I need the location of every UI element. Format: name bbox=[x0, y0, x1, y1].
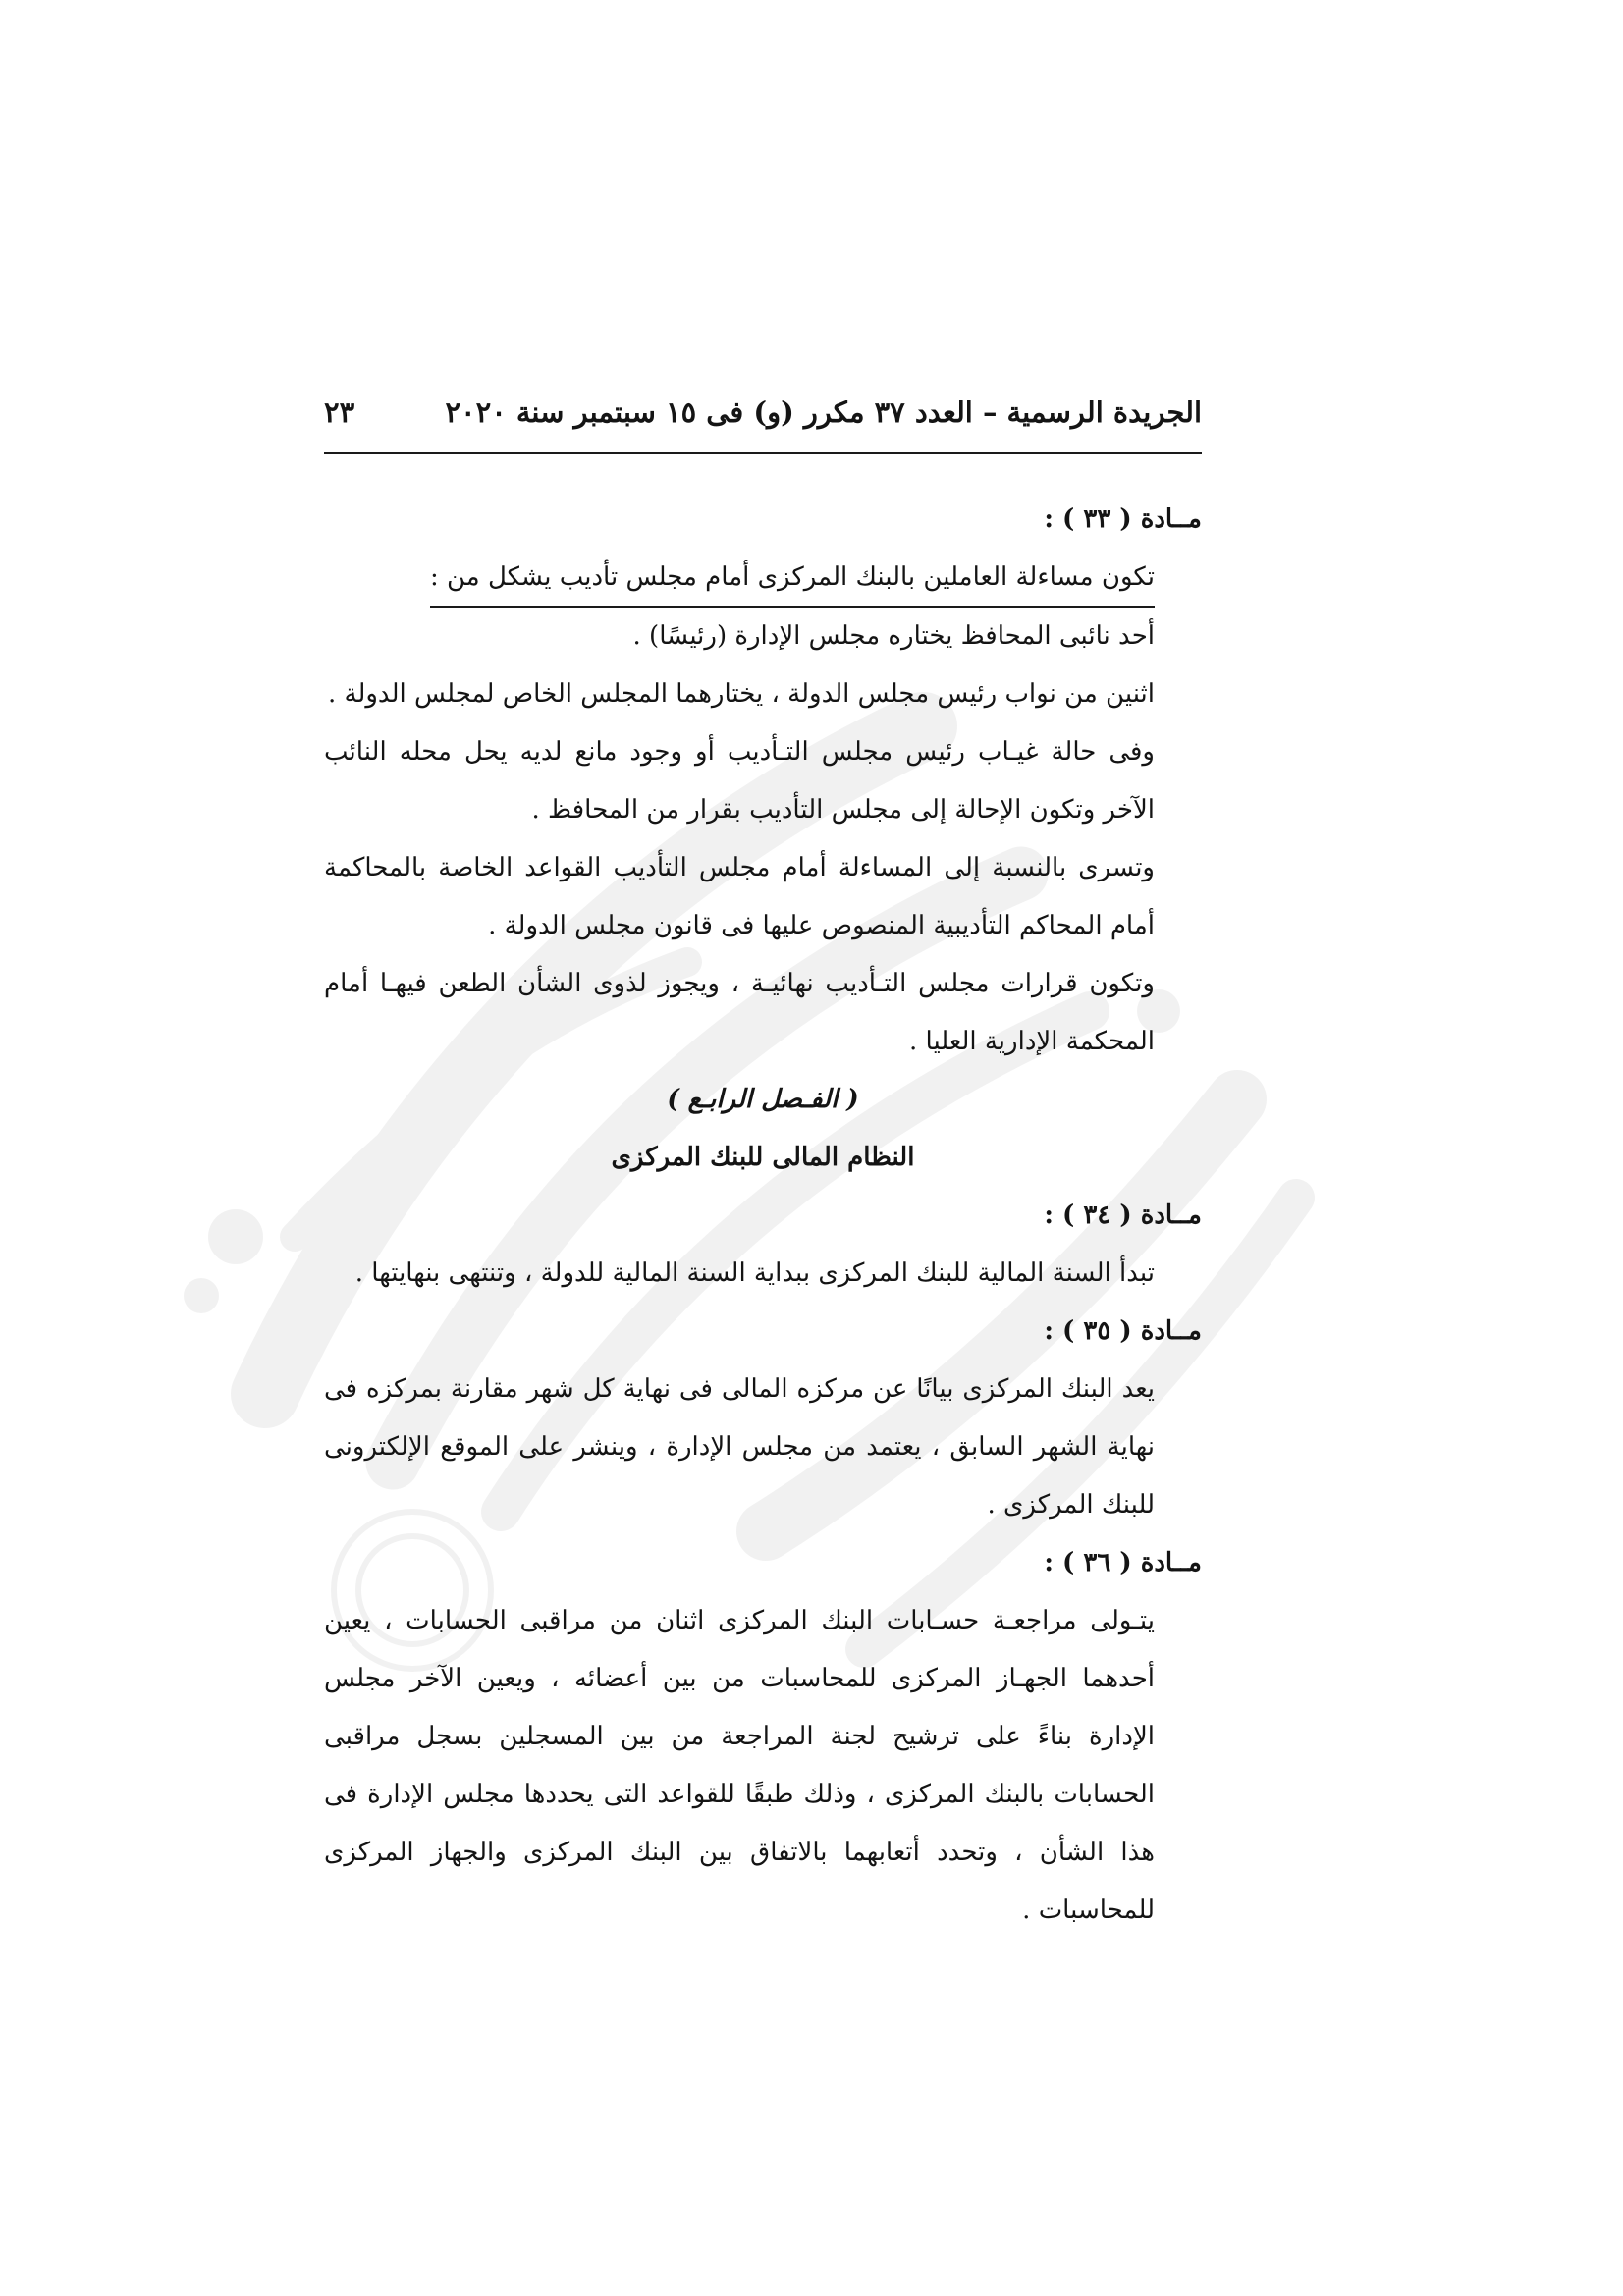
gazette-header bbox=[324, 383, 1202, 442]
article-33-intro: تكون مساءلة العاملين بالبنك المركزى أمام مجلس تأديب يشكل من : bbox=[430, 551, 1155, 608]
article-34-heading: مــادة ( ٣٤ ) : bbox=[1044, 1201, 1202, 1230]
article-33-intro-line bbox=[324, 549, 1202, 608]
article-33-heading: مــادة ( ٣٣ ) : bbox=[1044, 505, 1202, 534]
article-35-text: يعد البنك المركزى بيانًا عن مركزه المالى فى نهاية كل شهر مقارنة بمركزه فى نهاية الشهر السابق ، يعتمد من مجلس الإدارة ، وينشر على الموقع الإلكترونى للبنك المركزى . bbox=[324, 1374, 1155, 1520]
article-36-text: يتـولى مراجعـة حسـابات البنك المركزى اثنان من مراقبى الحسابات ، يعين أحدهما الجهـاز المركزى للمحاسبات من بين أعضائه ، ويعين الآخر مجلس الإدارة بناءً على ترشيح لجنة المراجعة من بين المسجلين بسجل مراقبى الحسابات بالبنك المركزى ، وذلك طبقًا للقواعد التى يحددها مجلس الإدارة فى هذا الشأن ، وتحدد أتعابهما بالاتفاق بين البنك المركزى والجهاز المركزى للمحاسبات . bbox=[324, 1606, 1155, 1925]
article-36-heading: مــادة ( ٣٦ ) : bbox=[1044, 1548, 1202, 1577]
article-33-paragraph-3: وتكون قرارات مجلس التـأديب نهائيـة ، ويجوز لذوى الشأن الطعن فيهـا أمام المحكمة الإدارية العليا . bbox=[324, 969, 1155, 1056]
article-34-text: تبدأ السنة المالية للبنك المركزى ببداية السنة المالية للدولة ، وتنتهى بنهايتها . bbox=[354, 1258, 1155, 1288]
article-33-item-1: أحد نائبى المحافظ يختاره مجلس الإدارة (رئيسًا) . bbox=[632, 621, 1155, 651]
chapter-number: ( الفـصل الرابـع ) bbox=[667, 1085, 859, 1114]
page-number: ٢٣ bbox=[324, 396, 355, 429]
article-35-heading: مــادة ( ٣٥ ) : bbox=[1044, 1316, 1202, 1346]
article-33-paragraph-2: وتسرى بالنسبة إلى المساءلة أمام مجلس التأديب القواعد الخاصة بالمحاكمة أمام المحاكم التأديبية المنصوص عليها فى قانون مجلس الدولة . bbox=[324, 853, 1155, 940]
header-divider bbox=[324, 452, 1202, 454]
document-body bbox=[324, 491, 1202, 1940]
article-33-paragraph-1: وفى حالة غيـاب رئيس مجلس التـأديب أو وجود مانع لديه يحل محله النائب الآخر وتكون الإحالة إلى مجلس التأديب بقرار من المحافظ . bbox=[324, 737, 1155, 825]
chapter-title: النظام المالى للبنك المركزى bbox=[611, 1143, 915, 1172]
article-33-item-2: اثنين من نواب رئيس مجلس الدولة ، يختارهما المجلس الخاص لمجلس الدولة . bbox=[327, 679, 1155, 709]
header-title: الجريدة الرسمية – العدد ٣٧ مكرر (و) فى ١٥ سبتمبر سنة ٢٠٢٠ bbox=[445, 396, 1202, 429]
